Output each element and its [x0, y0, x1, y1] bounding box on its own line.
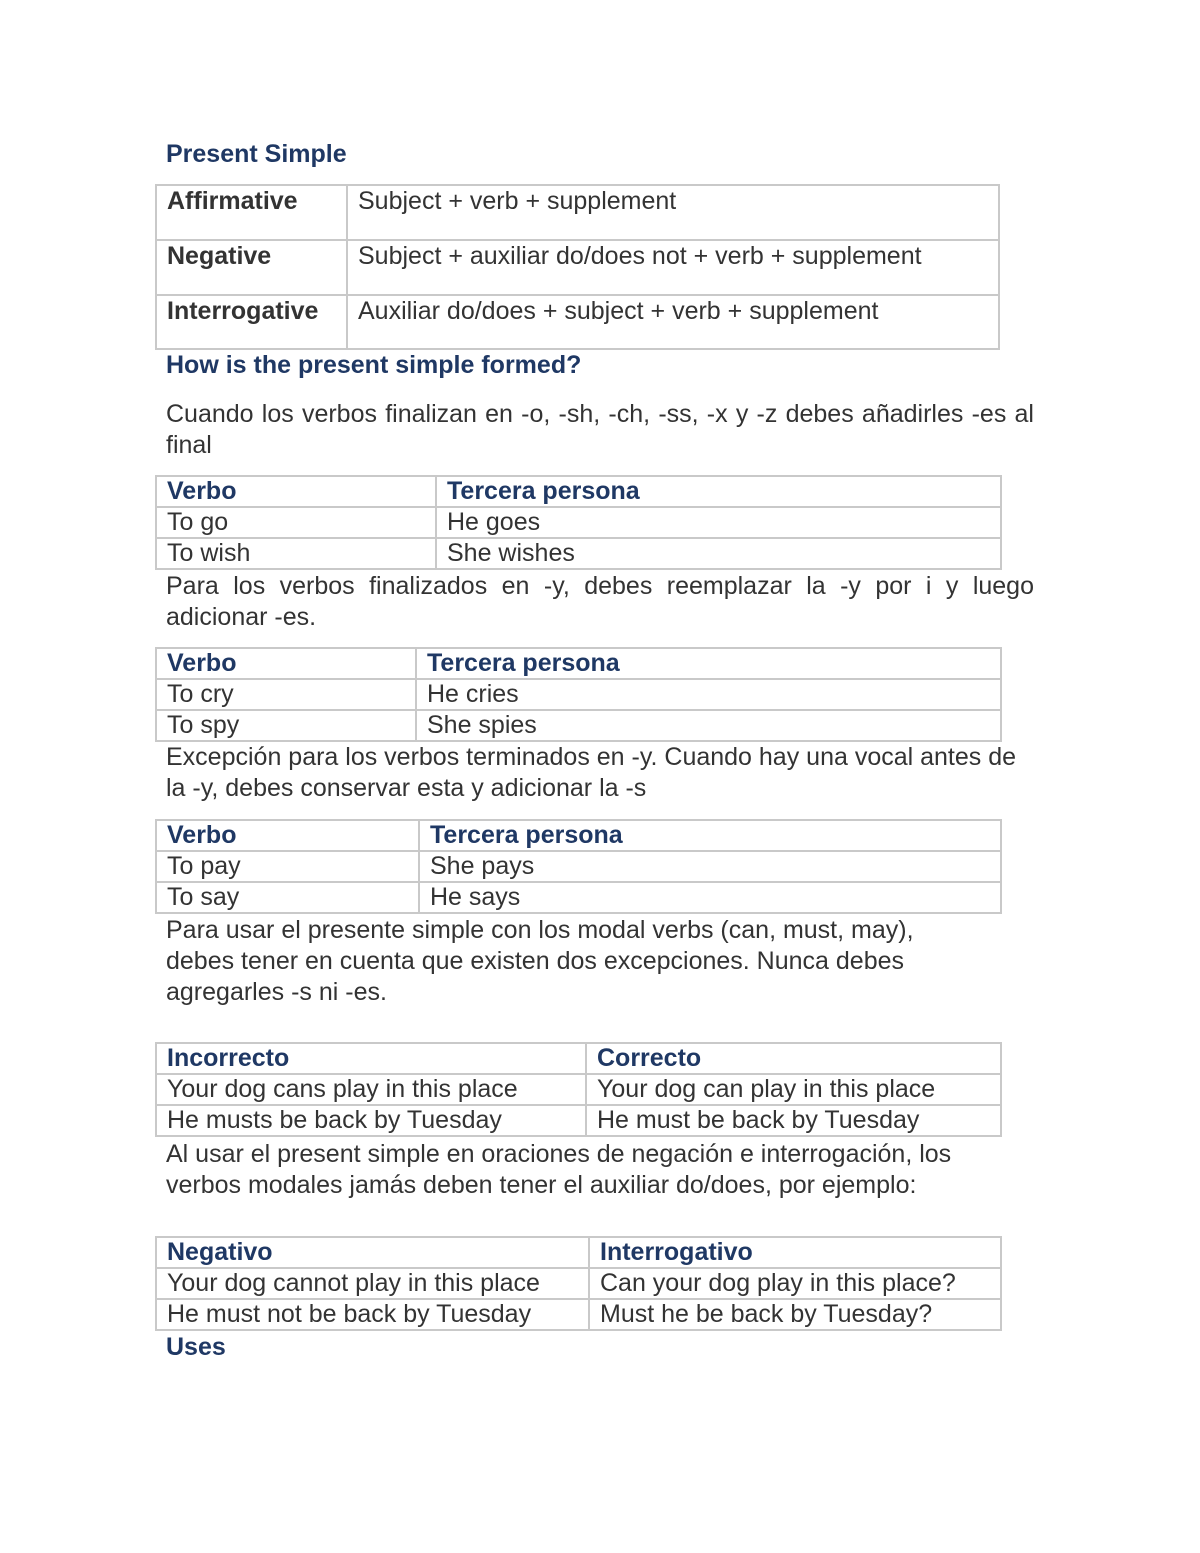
- table-row: [156, 1105, 1001, 1136]
- table-cell: To say: [156, 882, 419, 913]
- rule-y-paragraph: Para los verbos finalizados en -y, debes reemplazar la -y por i y luego adicionar -es.: [166, 572, 1034, 631]
- table-cell: To pay: [156, 851, 419, 882]
- table-cell: He cries: [416, 679, 1001, 710]
- column-header: Verbo: [156, 476, 436, 507]
- table-row: [156, 507, 1001, 538]
- formation-heading: How is the present simple formed?: [166, 351, 582, 379]
- column-header: Tercera persona: [416, 648, 1001, 679]
- rule-modal-negation-paragraph: Al usar el present simple en oraciones de negación e interrogación, los verbos modales jamás deben tener el auxiliar do/does, por ejemplo:: [166, 1140, 952, 1199]
- column-header: Tercera persona: [419, 820, 1001, 851]
- structure-formula-negative: Subject + auxiliar do/does not + verb + supplement: [347, 240, 999, 295]
- table-cell: He must not be back by Tuesday: [156, 1299, 589, 1330]
- table-row: [156, 679, 1001, 710]
- structure-label-negative: Negative: [156, 240, 347, 295]
- table-cell: Can your dog play in this place?: [589, 1268, 1001, 1299]
- table-row: [156, 538, 1001, 569]
- table-cell: He musts be back by Tuesday: [156, 1105, 586, 1136]
- uses-heading: Uses: [166, 1333, 226, 1361]
- column-header: Tercera persona: [436, 476, 1001, 507]
- column-header: Incorrecto: [156, 1043, 586, 1074]
- table-modal-negation: [155, 1236, 1002, 1331]
- table-row: [156, 1299, 1001, 1330]
- structure-table: [155, 184, 1000, 350]
- structure-formula-interrogative: Auxiliar do/does + subject + verb + supplement: [347, 295, 999, 349]
- table-modal: [155, 1042, 1002, 1137]
- rule-vowel-y-paragraph: Excepción para los verbos terminados en -y. Cuando hay una vocal antes de la -y, debes conservar esta y adicionar la -s: [166, 743, 1017, 802]
- table-cell: He goes: [436, 507, 1001, 538]
- table-cell: He must be back by Tuesday: [586, 1105, 1001, 1136]
- table-header-row: [156, 648, 1001, 679]
- column-header: Negativo: [156, 1237, 589, 1268]
- table-cell: Must he be back by Tuesday?: [589, 1299, 1001, 1330]
- table-cell: He says: [419, 882, 1001, 913]
- table-cell: Your dog cannot play in this place: [156, 1268, 589, 1299]
- page-title: Present Simple: [166, 140, 347, 168]
- table-header-row: [156, 1237, 1001, 1268]
- rule-modal-paragraph: Para usar el presente simple con los modal verbs (can, must, may), debes tener en cuenta que existen dos excepciones. Nunca debes agregarles -s ni -es.: [166, 916, 914, 1006]
- table-cell: To go: [156, 507, 436, 538]
- table-row: [156, 851, 1001, 882]
- column-header: Verbo: [156, 648, 416, 679]
- table-row: [156, 710, 1001, 741]
- column-header: Interrogativo: [589, 1237, 1001, 1268]
- table-es: [155, 475, 1002, 570]
- table-row: [156, 185, 999, 240]
- column-header: Correcto: [586, 1043, 1001, 1074]
- table-header-row: [156, 820, 1001, 851]
- table-header-row: [156, 1043, 1001, 1074]
- table-header-row: [156, 476, 1001, 507]
- table-y: [155, 647, 1002, 742]
- table-cell: Your dog cans play in this place: [156, 1074, 586, 1105]
- table-cell: To cry: [156, 679, 416, 710]
- table-row: [156, 882, 1001, 913]
- table-cell: She pays: [419, 851, 1001, 882]
- table-row: [156, 240, 999, 295]
- table-cell: Your dog can play in this place: [586, 1074, 1001, 1105]
- structure-formula-affirmative: Subject + verb + supplement: [347, 185, 999, 240]
- table-cell: She spies: [416, 710, 1001, 741]
- table-vowel-y: [155, 819, 1002, 914]
- table-row: [156, 1268, 1001, 1299]
- table-cell: To spy: [156, 710, 416, 741]
- structure-label-affirmative: Affirmative: [156, 185, 347, 240]
- table-cell: She wishes: [436, 538, 1001, 569]
- table-row: [156, 295, 999, 349]
- table-cell: To wish: [156, 538, 436, 569]
- structure-label-interrogative: Interrogative: [156, 295, 347, 349]
- table-row: [156, 1074, 1001, 1105]
- column-header: Verbo: [156, 820, 419, 851]
- rule-es-paragraph: Cuando los verbos finalizan en -o, -sh, -ch, -ss, -x y -z debes añadirles -es al final: [166, 400, 1034, 459]
